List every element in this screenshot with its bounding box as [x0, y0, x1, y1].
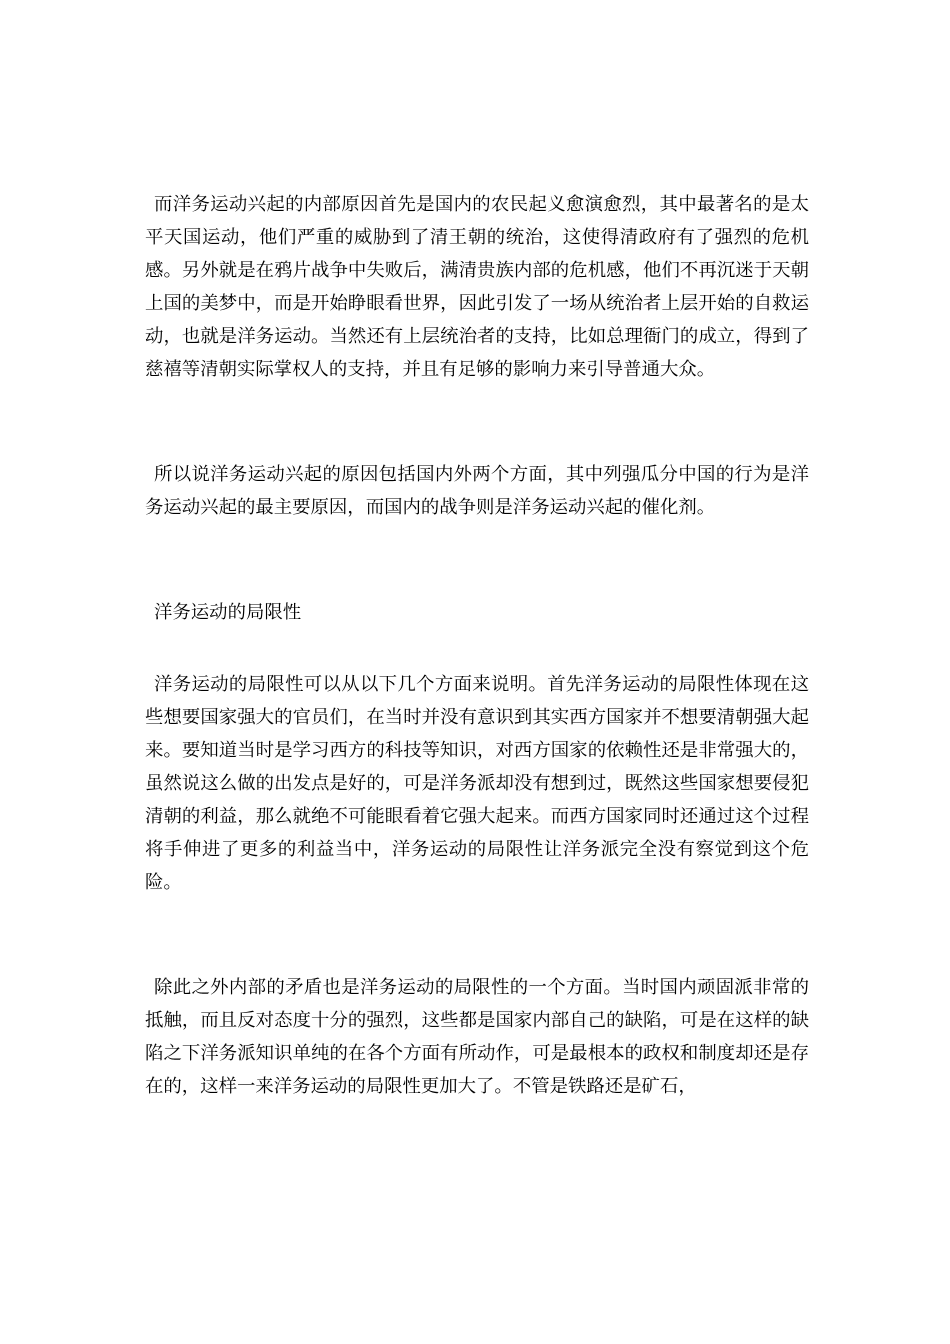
paragraph-spacer [145, 899, 809, 971]
paragraph-conclusion-causes: 所以说洋务运动兴起的原因包括国内外两个方面，其中列强瓜分中国的行为是洋务运动兴起的最主要原因，而国内的战争则是洋务运动兴起的催化剂。 [145, 464, 809, 518]
paragraph-internal-causes: 而洋务运动兴起的内部原因首先是国内的农民起义愈演愈烈，其中最著名的是太平天国运动，他们严重的威胁到了清王朝的统治，这使得清政府有了强烈的危机感。另外就是在鸦片战争中失败后，满清贵族内部的危机感，他们不再沉迷于天朝上国的美梦中，而是开始睁眼看世界，因此引发了一场从统治者上层开始的自救运动，也就是洋务运动。当然还有上层统治者的支持，比如总理衙门的成立，得到了慈禧等清朝实际掌权人的支持，并且有足够的影响力来引导普通大众。 [145, 194, 809, 380]
section-heading-limitations: 洋务运动的局限性 [154, 602, 302, 623]
paragraph-limitations-external: 洋务运动的局限性可以从以下几个方面来说明。首先洋务运动的局限性体现在这些想要国家强大的官员们，在当时并没有意识到其实西方国家并不想要清朝强大起来。要知道当时是学习西方的科技等知识，对西方国家的依赖性还是非常强大的，虽然说这么做的出发点是好的，可是洋务派却没有想到过，既然这些国家想要侵犯清朝的利益，那么就绝不可能眼看着它强大起来。而西方国家同时还通过这个过程将手伸进了更多的利益当中，洋务运动的局限性让洋务派完全没有察觉到这个危险。 [145, 674, 809, 893]
paragraph-limitations-internal: 除此之外内部的矛盾也是洋务运动的局限性的一个方面。当时国内顽固派非常的抵触，而且反对态度十分的强烈，这些都是国家内部自己的缺陷，可是在这样的缺陷之下洋务派知识单纯的在各个方面有所动作，可是最根本的政权和制度却还是存在的，这样一来洋务运动的局限性更加大了。不管是铁路还是矿石， [145, 977, 809, 1097]
document-body [145, 188, 809, 1103]
paragraph-spacer [145, 524, 809, 596]
paragraph-spacer [145, 629, 809, 668]
paragraph-spacer [145, 386, 809, 458]
